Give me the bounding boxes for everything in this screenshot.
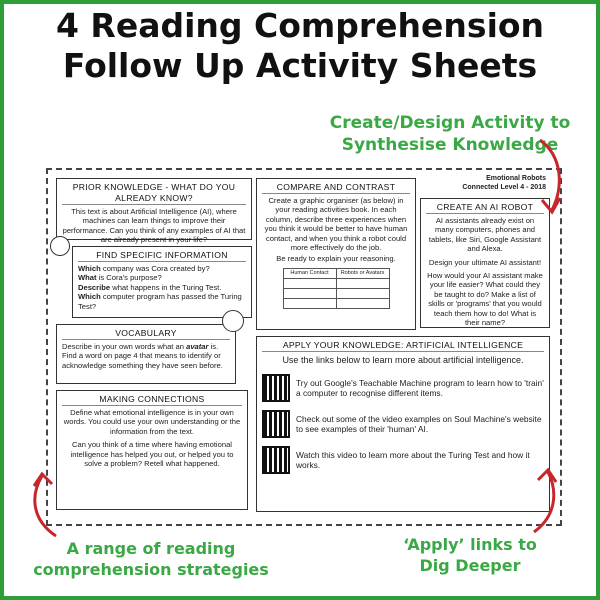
callout-line: Dig Deeper <box>419 556 521 575</box>
apply-intro: Use the links below to learn more about artificial intelligence. <box>282 355 524 365</box>
callout-reading-strategies <box>16 538 286 580</box>
apply-link-3[interactable] <box>262 446 544 474</box>
arrow-up-right-icon <box>526 466 566 536</box>
connections-text-1: Define what emotional intelligence is in your own words. You could use your own understanding or the information from the text. <box>63 408 241 436</box>
apply-knowledge-box <box>256 336 550 512</box>
ai-text-3: How would your AI assistant make your life easier? What could they be taught to do? Make a list of skills or 'programs' that you would teach them how to do! What is their name? <box>427 271 543 328</box>
callout-line: Create/Design Activity to <box>329 113 571 133</box>
box-text: This text is about Artificial Intelligence (AI), where machines can learn things to improve their performance. Can you think of any examples of AI that are already present in your life? <box>62 207 246 245</box>
ai-text-1: AI assistants already exist on many computers, phones and tablets, like Siri, Google Assistant and Alexa. <box>428 216 542 254</box>
arrow-up-left-icon <box>26 470 66 540</box>
box-heading: CREATE AN AI ROBOT <box>426 202 544 214</box>
ai-text-2: Design your ultimate AI assistant! <box>428 257 542 267</box>
box-heading: PRIOR KNOWLEDGE - WHAT DO YOU ALREADY KNOW? <box>62 182 246 205</box>
box-heading: VOCABULARY <box>62 328 230 340</box>
question-3: Describe what happens in the Turing Test. <box>78 282 222 292</box>
find-information-box <box>72 246 252 318</box>
headline <box>0 6 600 86</box>
compare-text: Create a graphic organiser (as below) in your reading activities book. In each column, describe three experiences when you think it would be better to have human contact, and when you think a robot could more effectively do the job. <box>264 196 408 253</box>
compare-text-2: Be ready to explain your reasoning. <box>276 254 396 264</box>
robot-doodle-icon <box>50 236 70 256</box>
apply-link-text: Check out some of the video examples on Soul Machine's website to see examples of their 'human' AI. <box>296 413 542 434</box>
connections-text-2: Can you think of a time where having emotional intelligence has helped you out, or helped you to solve a problem? Retell what happened. <box>70 440 234 469</box>
qr-code-icon <box>262 446 290 474</box>
box-heading: APPLY YOUR KNOWLEDGE: ARTIFICIAL INTELLIGENCE <box>262 340 544 352</box>
apply-link-text: Watch this video to learn more about the Turing Test and how it works. <box>296 449 530 470</box>
headline-line-2: Follow Up Activity Sheets <box>62 46 538 85</box>
column-header: Human Contact <box>283 268 336 278</box>
callout-line: A range of reading <box>66 539 236 558</box>
vocabulary-box <box>56 324 236 384</box>
apply-link-text: Try out Google's Teachable Machine program to learn how to 'train' a computer to recognise different items. <box>296 377 544 398</box>
box-heading: FIND SPECIFIC INFORMATION <box>78 250 246 262</box>
question-4: Which computer program has passed the Turing Test? <box>78 292 242 311</box>
vocabulary-text: Describe in your own words what an avatar is. Find a word on page 4 that means to identify or acknowledge something they have seen before. <box>62 342 223 370</box>
sheet-title: Emotional Robots <box>486 175 546 182</box>
robot-doodle-icon <box>222 310 244 332</box>
question-2: What is Cora's purpose? <box>78 273 162 283</box>
question-1: Which company was Cora created by? <box>78 264 210 273</box>
qr-code-icon <box>262 374 290 402</box>
compare-contrast-box <box>256 178 416 330</box>
callout-line: ‘Apply’ links to <box>403 535 537 554</box>
callout-line: Synthesise Knowledge <box>341 135 559 155</box>
create-ai-robot-box <box>420 198 550 328</box>
prior-knowledge-box <box>56 178 252 245</box>
sheet-level: Connected Level 4 - 2018 <box>462 184 546 191</box>
arrow-down-right-icon <box>530 136 570 216</box>
box-heading: COMPARE AND CONTRAST <box>262 182 410 194</box>
apply-link-2[interactable] <box>262 410 544 438</box>
column-header: Robots or Avatars <box>336 268 389 278</box>
callout-apply-links <box>360 534 580 576</box>
qr-code-icon <box>262 410 290 438</box>
headline-line-1: 4 Reading Comprehension <box>55 6 545 45</box>
apply-link-1[interactable] <box>262 374 544 402</box>
box-heading: MAKING CONNECTIONS <box>62 394 242 406</box>
callout-line: comprehension strategies <box>33 560 269 579</box>
making-connections-box <box>56 390 248 510</box>
graphic-organiser-table <box>283 268 390 309</box>
